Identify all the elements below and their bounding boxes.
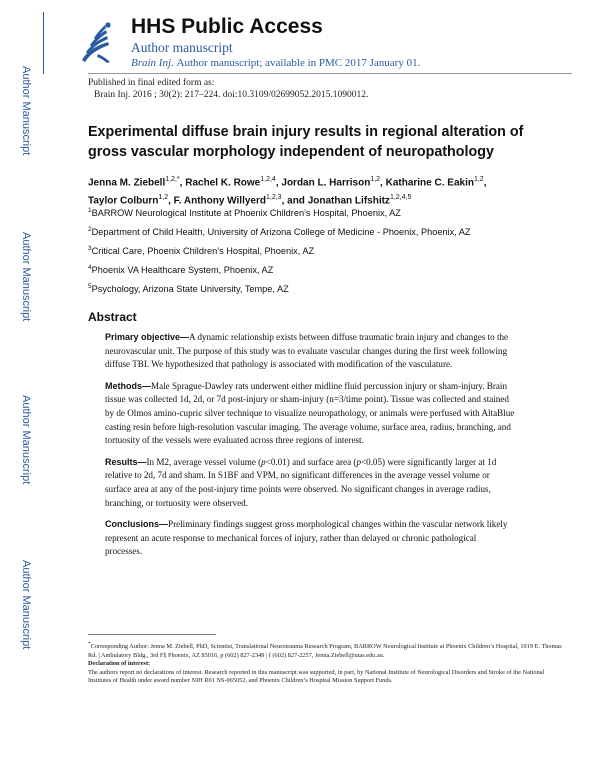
conclusions-text: Preliminary findings suggest gross morphological changes within the vascular network likely represent an acute response to mechanical forces of injury, rather than delayed or chronic pathological processes.: [105, 519, 508, 557]
journal-availability-line: Brain Inj. Author manuscript; available in PMC 2017 January 01.: [131, 57, 421, 69]
abstract-heading: Abstract: [88, 310, 137, 324]
abstract-objective: [105, 331, 515, 372]
methods-text: Male Sprague-Dawley rats underwent either midline fluid percussion injury or sham-injury. Brain tissue was collected 1d, 2d, or 7d post-injury or sham-injury (n=3/time point). Tissue was collected and stained by de Olmos amino-cupric silver technique to visualize neuropathology, or animals were perfused with AltaBlue casting resin before high-resolution vascular imaging. The average volume, surface area, radius, branching, and tortuosity of the vessels were evaluated across three regions of interest.: [105, 380, 515, 446]
affiliation-3: [88, 245, 314, 256]
affiliation-1: [88, 207, 401, 218]
published-citation: Brain Inj. 2016 ; 30(2): 217–224. doi:10.3109/02699052.2015.1090012.: [94, 90, 369, 100]
interest-heading: Declaration of interest:: [88, 660, 151, 668]
results-text-b: <0.01) and surface area (: [265, 456, 357, 467]
hhs-public-access-title: HHS Public Access: [131, 15, 323, 38]
corresponding-text: Corresponding Author: Jenna M. Ziebell, PhD, Scientist, Translational Neurotrauma Research Program, BARROW Neurological Institute at Phoenix Children’s Hospital, 1919 E. Thomas Rd. | Ambulatory Bldg., 3rd Fl| Phoenix, AZ 85016, p (602) 827-2349 | f (602) 827-2257, Jenna.Ziebell@utas.edu.au.: [88, 643, 562, 659]
author-name: Taylor Colburn: [88, 195, 159, 207]
journal-availability-text: Author manuscript; available in PMC 2017 January 01.: [173, 57, 421, 69]
paper-title: Experimental diffuse brain injury results in regional alteration of gross vascular morphology independent of neuropathology: [88, 124, 524, 160]
corresponding-author-note: [88, 640, 566, 660]
author-name: F. Anthony Willyerd: [173, 195, 266, 207]
author-sup: 1,2,*: [165, 176, 180, 183]
affiliation-text: Phoenix VA Healthcare System, Phoenix, AZ: [91, 265, 274, 276]
abstract-results: [105, 456, 515, 510]
affiliation-2: [88, 226, 471, 237]
author-sup: 1,2: [473, 176, 484, 183]
author-name: Jonathan Lifshitz: [307, 195, 390, 207]
header-rule: [88, 73, 572, 74]
results-text-c: <0.05) were significantly larger at 1d relative to 2d, 7d and sham. In S1BF and VPM, no significant differences in the average vessel volume or surface area at any of the post-injury time points were observed. No significant changes in average radius, branching, or tortuosity were observed.: [105, 456, 497, 508]
objective-label: Primary objective—: [105, 332, 190, 342]
affiliation-num: 3: [88, 245, 92, 252]
footnotes: [88, 640, 566, 686]
affiliation-text: BARROW Neurological Institute at Phoenix Children’s Hospital, Phoenix, AZ: [91, 208, 401, 219]
affiliation-num: 1: [88, 207, 92, 214]
author-name: Jenna M. Ziebell: [88, 177, 166, 189]
affiliation-5: [88, 283, 289, 294]
author-sup: 1,2,4: [260, 176, 276, 183]
header-divider-line: [43, 12, 44, 74]
author-name: Jordan L. Harrison: [281, 177, 371, 189]
author-sup: 1,2,3: [266, 194, 282, 202]
methods-label: Methods—: [105, 380, 151, 391]
author-sup: 1,2: [158, 194, 169, 202]
author-name: Katharine C. Eakin: [385, 177, 474, 189]
hhs-eagle-logo-icon: [78, 20, 114, 66]
p-value-symbol: p: [261, 456, 266, 467]
author-manuscript-subtitle: Author manuscript: [131, 40, 233, 55]
side-label-1: Author Manuscript: [20, 66, 32, 156]
affiliation-num: 4: [88, 264, 92, 271]
side-label-3: Author Manuscript: [20, 395, 32, 485]
published-label: Published in final edited form as:: [88, 78, 215, 88]
interest-text: The authors report no declarations of interest. Research reported in this manuscript was supported, in part, by National Institute of Neurological Disorders and Stroke of the National Institutes of Health under award number NIH R01 NS-065052, and Phoenix Children’s Hospital Mission Support Funds.: [88, 668, 545, 685]
objective-text: A dynamic relationship exists between diffuse traumatic brain injury and changes to the neurovascular unit. The purpose of this study was to evaluate vascular changes during the first week following diffuse TBI. We hypothesized that pathology is associated with modification of the vasculature.: [105, 332, 509, 370]
author-list: Jenna M. Ziebell$^{1,2,*}$, Rachel K. Rowe$^{1,2,4}$, Jordan L. Harrison$^{1,2}$, Katharine C. Eakin$^{1,2}$, Taylor Colburn$^{1,2}$, F. Anthony Willyerd$^{1,2,3}$, and Jonathan Lifshitz$^{1,2,4,5}$: [88, 176, 487, 207]
affiliation-num: 2: [88, 226, 92, 233]
affiliation-num: 5: [88, 283, 92, 290]
author-sup: 1,2: [370, 176, 381, 183]
side-label-4: Author Manuscript: [20, 560, 32, 650]
published-block: [88, 77, 368, 101]
footnote-rule: [88, 634, 216, 635]
affiliation-text: Department of Child Health, University of Arizona College of Medicine - Phoenix, Phoenix, AZ: [91, 227, 471, 238]
abstract-body: [105, 331, 515, 567]
abstract-conclusions: [105, 518, 515, 559]
affiliation-4: [88, 264, 273, 275]
side-label-2: Author Manuscript: [20, 232, 32, 322]
affiliation-text: Critical Care, Phoenix Children’s Hospital, Phoenix, AZ: [91, 246, 315, 257]
author-sup: 1,2,4,5: [389, 194, 412, 202]
conclusions-label: Conclusions—: [105, 519, 169, 530]
abstract-methods: [105, 380, 515, 448]
results-text-a: In M2, average vessel volume (: [146, 456, 262, 467]
author-name: Rachel K. Rowe: [185, 177, 261, 189]
results-label: Results—: [105, 456, 147, 467]
corresponding-mark: *: [88, 641, 91, 647]
affiliation-text: Psychology, Arizona State University, Tempe, AZ: [91, 284, 289, 295]
p-value-symbol: p: [356, 456, 361, 467]
